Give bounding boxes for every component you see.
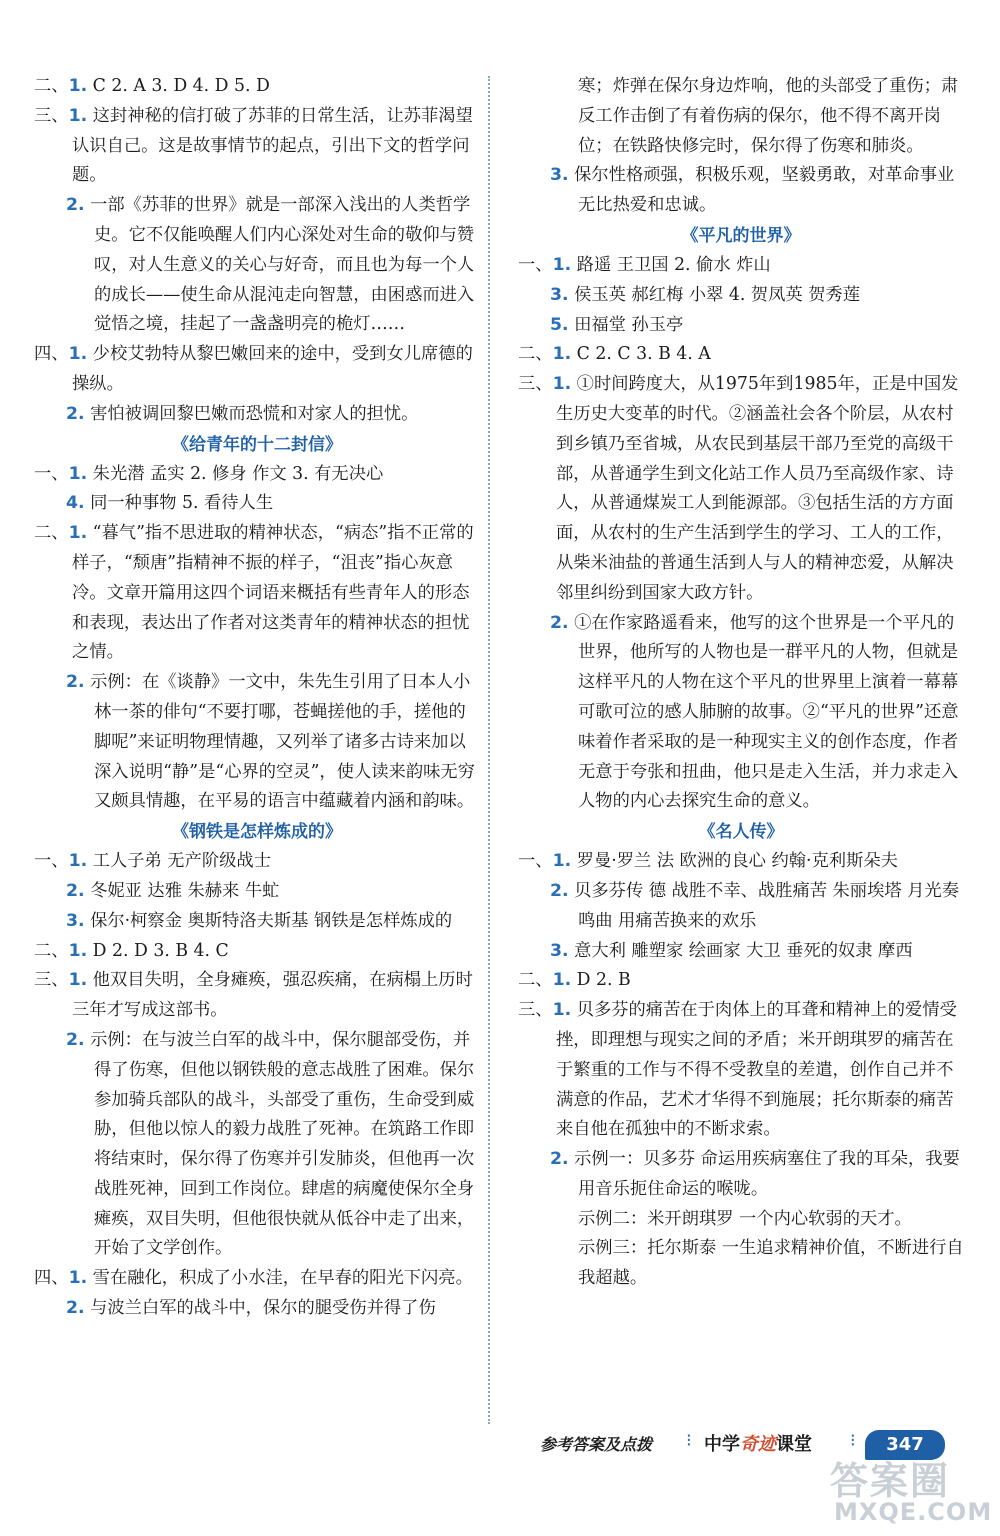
- answer-text: 寒；炸弹在保尔身边炸响，他的头部受了重伤；肃反工作击倒了有着伤病的保尔，他不得不离开岗位；在铁路快修完时，保尔得了伤寒和肺炎。: [578, 76, 959, 156]
- question-number: 2.: [550, 1149, 569, 1170]
- answer-text: ①时间跨度大，从1975年到1985年，正是中国发生历史大变革的时代。②涵盖社会各个阶层，从农村到乡镇乃至省城，从农民到基层干部乃至党的高级干部，从普通学生到文化站工作人员乃至高级作家、诗人，从普通煤炭工人到能源部。③包括生活的方方面面，从农村的生产生活到学生的学习、工人的工作，从柴米油盐的普通生活到人与人的精神恋爱，从解决邻里纠纷到国家大政方针。: [556, 374, 959, 603]
- section-marker: 四、: [34, 344, 69, 365]
- question-number: 3.: [550, 940, 569, 961]
- answer-text: 同一种事物 5. 看待人生: [90, 493, 274, 514]
- question-number: 2.: [66, 403, 85, 424]
- section-marker: 一、: [34, 463, 69, 484]
- question-number: 2.: [66, 672, 85, 693]
- answer-paragraph: [518, 72, 964, 161]
- answer-paragraph: [34, 102, 480, 191]
- section-title: 《平凡的世界》: [681, 225, 801, 246]
- answer-paragraph: [518, 281, 964, 311]
- answer-paragraph: [518, 847, 964, 877]
- answer-paragraph: [34, 1264, 480, 1294]
- question-number: 1.: [68, 344, 88, 365]
- question-number: 1.: [68, 523, 88, 544]
- footer-brand: 中学奇迹课堂: [704, 1434, 812, 1455]
- section-marker: 二、: [518, 344, 553, 365]
- answer-text: C 2. C 3. B 4. A: [576, 344, 711, 365]
- answer-paragraph: [34, 847, 480, 877]
- answer-text: 示例一：贝多芬 命运用疾病塞住了我的耳朵，我要用音乐扼住命运的喉咙。: [574, 1149, 960, 1199]
- section-marker: 一、: [34, 851, 69, 872]
- section-title: 《钢铁是怎样炼成的》: [172, 822, 342, 843]
- answer-text: 朱光潜 孟实 2. 修身 作文 3. 有无决心: [92, 463, 384, 484]
- question-number: 3.: [66, 910, 85, 931]
- question-number: 1.: [552, 374, 572, 395]
- answer-text: 示例：在《谈静》一文中，朱先生引用了日本人小林一茶的俳句“不要打哪，苍蝇搓他的手，搓他的脚呢”来证明物理情趣，又列举了诸多古诗来加以深入说明“静”是“心界的空灵”，使人读来韵味无穷又颇具情趣，在平易的语言中蕴藏着内涵和韵味。: [90, 672, 475, 812]
- answer-paragraph: [518, 340, 964, 370]
- answer-text: 保尔·柯察金 奥斯特洛夫斯基 钢铁是怎样炼成的: [90, 910, 453, 931]
- answer-paragraph: [518, 937, 964, 967]
- answer-paragraph: [34, 1294, 480, 1324]
- answer-paragraph: [34, 1026, 480, 1264]
- question-number: 2.: [66, 195, 85, 216]
- answer-paragraph: [34, 907, 480, 937]
- answer-text: 路遥 王卫国 2. 偷水 炸山: [576, 254, 771, 275]
- answer-text: 与波兰白军的战斗中，保尔的腿受伤并得了伤: [90, 1298, 436, 1319]
- answer-text: 少校艾勃特从黎巴嫩回来的途中，受到女儿席德的操纵。: [72, 344, 473, 394]
- answer-text: 保尔性格顽强，积极乐观，坚毅勇敢，对革命事业无比热爱和忠诚。: [574, 165, 955, 216]
- answer-paragraph: [34, 340, 480, 400]
- question-number: 1.: [552, 344, 572, 365]
- answer-paragraph: [34, 519, 480, 668]
- answer-paragraph: [34, 400, 480, 430]
- question-number: 1.: [552, 254, 572, 275]
- section-title: 《名人传》: [698, 822, 784, 843]
- section-title: 《给青年的十二封信》: [172, 434, 342, 455]
- answer-paragraph: [34, 72, 480, 102]
- section-marker: 二、: [518, 970, 553, 991]
- section-marker: 二、: [34, 76, 69, 96]
- question-number: 1.: [68, 940, 88, 961]
- question-number: 1.: [552, 1000, 572, 1021]
- question-number: 1.: [68, 463, 88, 484]
- answer-paragraph: [518, 609, 964, 818]
- footer-tagline: 参考答案及点拨: [540, 1435, 653, 1454]
- answer-text: 示例二：米开朗琪罗 一个内心软弱的天才。: [578, 1208, 912, 1229]
- question-number: 2.: [66, 1298, 85, 1319]
- answer-paragraph: [34, 966, 480, 1026]
- question-number: 1.: [552, 970, 572, 991]
- section-marker: 三、: [34, 970, 69, 991]
- answer-paragraph: [34, 191, 480, 340]
- answer-paragraph: [518, 311, 964, 341]
- section-marker: 三、: [34, 105, 69, 126]
- answer-text: 冬妮亚 达雅 朱赫来 牛虻: [90, 880, 280, 901]
- answer-paragraph: [34, 460, 480, 490]
- left-column: [34, 72, 480, 1324]
- answer-text: 这封神秘的信打破了苏菲的日常生活，让苏菲渴望认识自己。这是故事情节的起点，引出下文的哲学问题。: [72, 105, 473, 186]
- right-column: [518, 72, 964, 1294]
- footer-separator: ⁝: [686, 1430, 692, 1451]
- answer-paragraph: [518, 161, 964, 221]
- section-marker: 二、: [34, 523, 69, 544]
- question-number: 5.: [550, 314, 569, 335]
- answer-paragraph: [518, 1234, 964, 1294]
- answer-paragraph: [34, 877, 480, 907]
- answer-text: 贝多芬传 德 战胜不幸、战胜痛苦 朱丽埃塔 月光奏鸣曲 用痛苦换来的欢乐: [574, 880, 959, 931]
- section-marker: 二、: [34, 940, 69, 961]
- answer-paragraph: [518, 877, 964, 937]
- answer-text: 雪在融化，积成了小水洼，在早春的阳光下闪亮。: [92, 1268, 473, 1289]
- answer-paragraph: [518, 1145, 964, 1205]
- question-number: 1.: [68, 1268, 88, 1289]
- answer-paragraph: [34, 489, 480, 519]
- section-marker: 一、: [518, 851, 553, 872]
- answer-text: 侯玉英 郝红梅 小翠 4. 贺凤英 贺秀莲: [574, 284, 860, 305]
- answer-text: 工人子弟 无产阶级战士: [92, 851, 271, 872]
- question-number: 3.: [550, 284, 569, 305]
- question-number: 3.: [550, 165, 569, 186]
- answer-paragraph: [518, 370, 964, 608]
- question-number: 2.: [550, 612, 569, 633]
- question-number: 1.: [68, 970, 88, 991]
- answer-text: 田福堂 孙玉亭: [574, 314, 684, 335]
- watermark-logo: 答案圈 MXQE.COM: [830, 1459, 993, 1526]
- question-number: 4.: [66, 493, 85, 514]
- question-number: 2.: [66, 1029, 85, 1050]
- answer-paragraph: [34, 668, 480, 817]
- answer-text: 示例三：托尔斯泰 一生追求精神价值，不断进行自我超越。: [578, 1238, 964, 1289]
- footer-separator: ⁝: [850, 1430, 856, 1451]
- question-number: 1.: [68, 76, 88, 96]
- section-marker: 三、: [518, 1000, 553, 1021]
- answer-paragraph: [518, 1205, 964, 1235]
- answer-text: D 2. D 3. B 4. C: [92, 940, 229, 961]
- answer-text: D 2. B: [576, 970, 631, 991]
- page-number: 347: [865, 1430, 945, 1460]
- question-number: 2.: [550, 880, 569, 901]
- answer-text: 示例：在与波兰白军的战斗中，保尔腿部受伤，并得了伤寒，但他以钢铁般的意志战胜了困难。保尔参加骑兵部队的战斗，头部受了重伤，生命受到威胁，但他以惊人的毅力战胜了死神。在筑路工作即将结束时，保尔得了伤寒并引发肺炎，但他再一次战胜死神，回到工作岗位。肆虐的病魔使保尔全身瘫痪，双目失明，但他很快就从低谷中走了出来，开始了文学创作。: [90, 1029, 475, 1259]
- answer-text: 贝多芬的痛苦在于肉体上的耳聋和精神上的爱情受挫，即理想与现实之间的矛盾；米开朗琪罗的痛苦在于繁重的工作与不得不受教皇的差遣，创作自己并不满意的作品，艺术才华得不到施展；托尔斯泰的痛苦来自他在孤独中的不断求索。: [556, 1000, 957, 1140]
- answer-text: 罗曼·罗兰 法 欧洲的良心 约翰·克利斯朵夫: [576, 851, 898, 872]
- answer-paragraph: [34, 937, 480, 967]
- answer-text: 一部《苏菲的世界》就是一部深入浅出的人类哲学史。它不仅能唤醒人们内心深处对生命的敬仰与赞叹，对人生意义的关心与好奇，而且也为每一个人的成长——使生命从混沌走向智慧，由困惑而进入觉悟之境，挂起了一盏盏明亮的桅灯……: [90, 195, 475, 335]
- answer-text: “暮气”指不思进取的精神状态，“病态”指不正常的样子，“颓唐”指精神不振的样子，“沮丧”指心灰意冷。文章开篇用这四个词语来概括有些青年人的形态和表现，表达出了作者对这类青年的精神状态的担忧之情。: [72, 523, 474, 663]
- question-number: 1.: [68, 105, 88, 126]
- column-divider: [488, 76, 490, 1424]
- answer-text: C 2. A 3. D 4. D 5. D: [92, 76, 270, 96]
- answer-paragraph: [518, 996, 964, 1145]
- section-marker: 三、: [518, 374, 553, 395]
- question-number: 2.: [66, 880, 85, 901]
- section-marker: 四、: [34, 1268, 69, 1289]
- answer-paragraph: [518, 251, 964, 281]
- question-number: 1.: [68, 851, 88, 872]
- answer-text: 他双目失明，全身瘫痪，强忍疾痛，在病榻上历时三年才写成这部书。: [72, 970, 473, 1021]
- answer-text: 害怕被调回黎巴嫩而恐慌和对家人的担忧。: [90, 403, 419, 424]
- answer-paragraph: [518, 966, 964, 996]
- answer-text: 意大利 雕塑家 绘画家 大卫 垂死的奴隶 摩西: [574, 940, 913, 961]
- question-number: 1.: [552, 851, 572, 872]
- section-marker: 一、: [518, 254, 553, 275]
- answer-text: ①在作家路遥看来，他写的这个世界是一个平凡的世界，他所写的人物也是一群平凡的人物，但就是这样平凡的人物在这个平凡的世界里上演着一幕幕可歌可泣的感人肺腑的故事。②“平凡的世界”还意味着作者采取的是一种现实主义的创作态度，作者无意于夸张和扭曲，他只是走入生活，并力求走入人物的内心去探究生命的意义。: [574, 612, 959, 812]
